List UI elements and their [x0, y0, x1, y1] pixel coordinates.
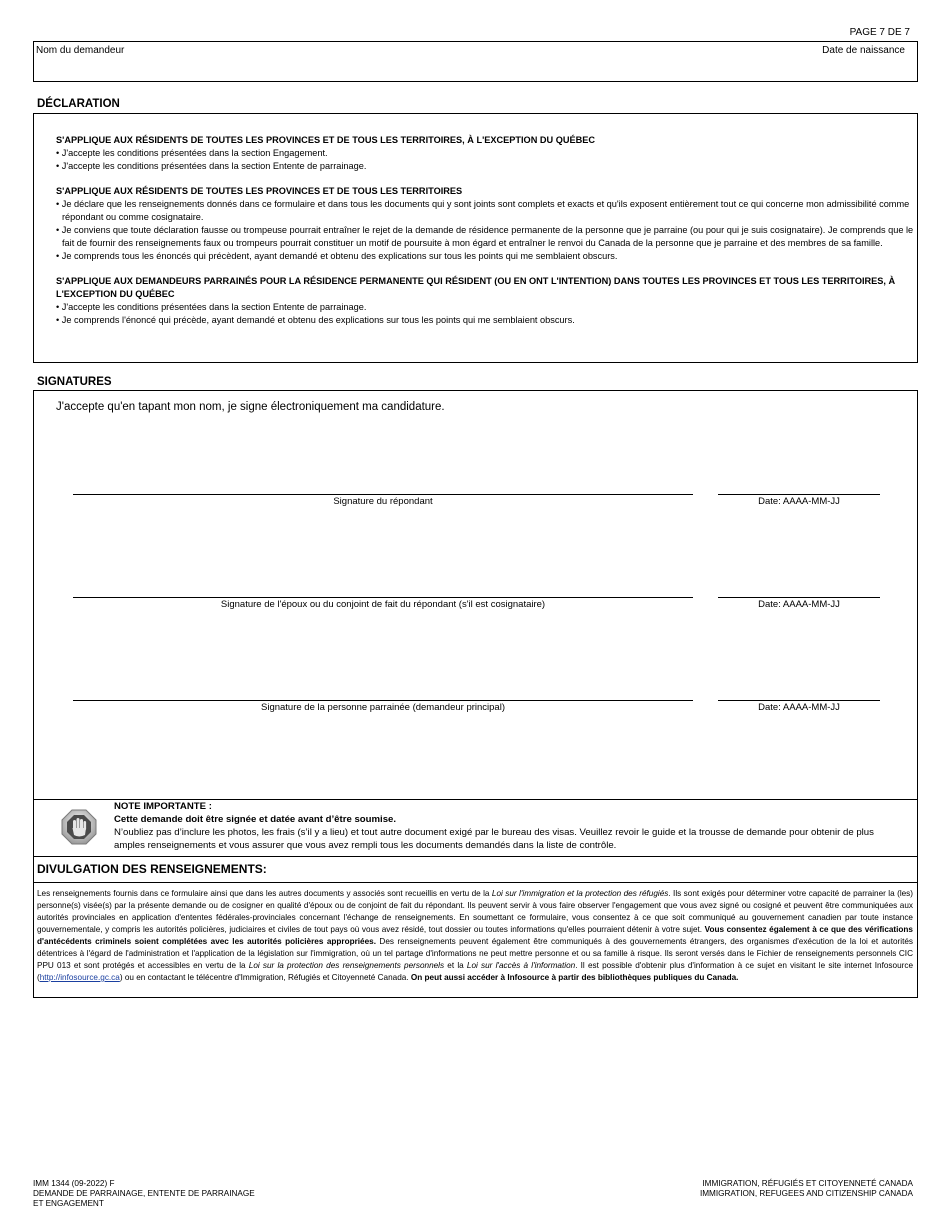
spouse-date-line[interactable]: [718, 597, 880, 598]
form-footer-right: [700, 1179, 913, 1199]
sponsor-date-label: Date: AAAA-MM-JJ: [758, 496, 840, 507]
disclosure-segment: ) ou en contactant le télécentre d'Immigration, Réfugiés et Citoyenneté Canada.: [119, 973, 411, 982]
applicant-signature-label: Signature de la personne parrainée (demandeur principal): [261, 702, 505, 713]
signature-consent-text: J'accepte qu'en tapant mon nom, je signe électroniquement ma candidature.: [56, 401, 445, 413]
applicant-header: [33, 41, 918, 82]
disclosure-segment: Les renseignements fournis dans ce formulaire ainsi que dans les autres documents y associés sont recueillis en vertu de la: [37, 889, 492, 898]
infosource-link[interactable]: http://infosource.gc.ca: [39, 973, 120, 982]
disclosure-consent-bold: Vous consentez également à ce que des vérifications d'antécédents criminels soient complétées avec les autorités policières appropriées.: [37, 925, 913, 946]
disclosure-segment: Des renseignements peuvent également être communiqués à des gouvernements étrangers, des organismes d'exécution de la loi et autorités détentrices à l'égard de l'administration et l'application de la législation sur l'immigration, où un tel partage d'informations ne peut mettre personne et ou sa famille à risque. Ils seront versés dans le Fichier de renseignements personnels CIC PPU 013 et sont protégés et accessibles en vertu de la: [37, 937, 913, 970]
form-footer-left: [33, 1179, 255, 1209]
declaration-item: • Je comprends l'énoncé qui précède, ayant demandé et obtenu des explications sur tous les points qui me semblaient obscurs.: [56, 315, 575, 325]
disclosure-segment: . Ils sont exigés pour déterminer votre capacité de parrainer la (les) personne(s) visée(s) par la présente demande ou de cosigner en qualité d'époux ou de conjoint de fait du répondant. Ils peuvent servir à vous faire observer l'engagement que vous avez signé ou cosigné et peuvent être communiquées aux autorités provinciales en application d'ententes fédérales-provinciales concernant l'échange de renseignements. En soumettant ce formulaire, vous consentez à ce que soit communiqué au gouvernement canadien par toute instance gouvernementale, y compris les autorités policières, judiciaires et civiles de tout pays où vous avez résidé, tout dossier ou toutes informations qu'elles pourraient détenir à votre sujet.: [37, 889, 914, 934]
applicant-name-label: Nom du demandeur: [36, 45, 125, 56]
form-code: IMM 1344 (09-2022) F: [33, 1179, 115, 1188]
declaration-item: • J'accepte les conditions présentées dans la section Engagement.: [56, 148, 328, 158]
note-title: NOTE IMPORTANTE :: [114, 801, 212, 812]
disclosure-divider: [34, 882, 917, 883]
disclosure-segment: et la: [444, 961, 467, 970]
declaration-item: • Je déclare que les renseignements donnés dans ce formulaire et dans tous les documents qui y sont joints sont complets et exacts et qu'ils exposent entièrement tout ce qui concerne mon admissibilité comme répondant ou comme cosignataire.: [56, 199, 910, 222]
important-note: [33, 799, 918, 857]
sponsor-date-line[interactable]: [718, 494, 880, 495]
disclosure-title: DIVULGATION DES RENSEIGNEMENTS:: [37, 862, 267, 876]
declaration-item: • Je conviens que toute déclaration fausse ou trompeuse pourrait entraîner le rejet de la demande de résidence permanente de la personne que je parraine (ou pour qui je suis cosignataire). Je comprends que le fait de fournir des renseignements faux ou trompeurs pourrait constituer un motif de poursuite à mon égard et entraîner le renvoi du Canada de la personne que je parraine et des membres de sa famille.: [56, 225, 914, 248]
note-content: [114, 800, 904, 852]
applicant-date-label: Date: AAAA-MM-JJ: [758, 702, 840, 713]
disclosure-law-title: Loi sur l'accès à l'information: [466, 961, 576, 970]
page-number: PAGE 7 DE 7: [849, 27, 910, 38]
declaration-item: • J'accepte les conditions présentées dans la section Entente de parrainage.: [56, 302, 367, 312]
form-title-line1: DEMANDE DE PARRAINAGE, ENTENTE DE PARRAINAGE: [33, 1189, 255, 1198]
declaration-item: • Je comprends tous les énoncés qui précèdent, ayant demandé et obtenu des explications sur tous les points qui me semblaient obscurs.: [56, 251, 618, 261]
department-name-fr: IMMIGRATION, RÉFUGIÉS ET CITOYENNETÉ CANADA: [702, 1179, 913, 1188]
birth-date-label: Date de naissance: [822, 45, 905, 56]
spouse-date-label: Date: AAAA-MM-JJ: [758, 599, 840, 610]
signatures-box: [33, 390, 918, 800]
disclosure-box: [33, 856, 918, 998]
department-name-en: IMMIGRATION, REFUGEES AND CITIZENSHIP CANADA: [699, 1189, 913, 1198]
disclosure-library-bold: On peut aussi accéder à Infosource à partir des bibliothèques publiques du Canada.: [410, 973, 739, 982]
declaration-title: DÉCLARATION: [37, 98, 120, 110]
declaration-box: [33, 113, 918, 363]
note-body: N’oubliez pas d’inclure les photos, les frais (s’il y a lieu) et tout autre document exigé par le bureau des visas. Veuillez revoir le guide et la trousse de demande pour obtenir de plus amples renseignements et vous assurer que vous avez rempli tous les documents demandés dans la liste de contrôle.: [114, 827, 874, 851]
declaration-heading-2: S'APPLIQUE AUX RÉSIDENTS DE TOUTES LES PROVINCES ET DE TOUS LES TERRITOIRES: [56, 186, 463, 196]
disclosure-segment: . Il est possible d'obtenir plus d'information à ce sujet en visitant le site internet Infosource (: [37, 961, 913, 982]
sponsor-signature-line[interactable]: [73, 494, 693, 495]
disclosure-law-title: Loi sur la protection des renseignements personnels: [248, 961, 445, 970]
signatures-title: SIGNATURES: [37, 376, 112, 388]
declaration-heading-1: S'APPLIQUE AUX RÉSIDENTS DE TOUTES LES PROVINCES ET DE TOUS LES TERRITOIRES, À L'EXCEPTION DU QUÉBEC: [56, 135, 596, 145]
applicant-signature-line[interactable]: [73, 700, 693, 701]
spouse-signature-line[interactable]: [73, 597, 693, 598]
applicant-date-line[interactable]: [718, 700, 880, 701]
declaration-heading-3: S'APPLIQUE AUX DEMANDEURS PARRAINÉS POUR LA RÉSIDENCE PERMANENTE QUI RÉSIDENT (OU EN ONT L'INTENTION) DANS TOUTES LES PROVINCES ET TOUS LES TERRITOIRES, À L'EXCEPTION DU QUÉBEC: [56, 276, 896, 299]
spouse-signature-label: Signature de l'époux ou du conjoint de fait du répondant (s'il est cosignataire): [220, 599, 546, 610]
form-title-line2: ET ENGAGEMENT: [33, 1199, 104, 1208]
disclosure-text: [37, 888, 913, 984]
note-emphasis: Cette demande doit être signée et datée avant d’être soumise.: [114, 814, 397, 825]
disclosure-law-title: Loi sur l'immigration et la protection des réfugiés: [491, 889, 669, 898]
sponsor-signature-label: Signature du répondant: [333, 496, 433, 507]
declaration-item: • J'accepte les conditions présentées dans la section Entente de parrainage.: [56, 161, 367, 171]
stop-hand-icon: [61, 809, 97, 845]
